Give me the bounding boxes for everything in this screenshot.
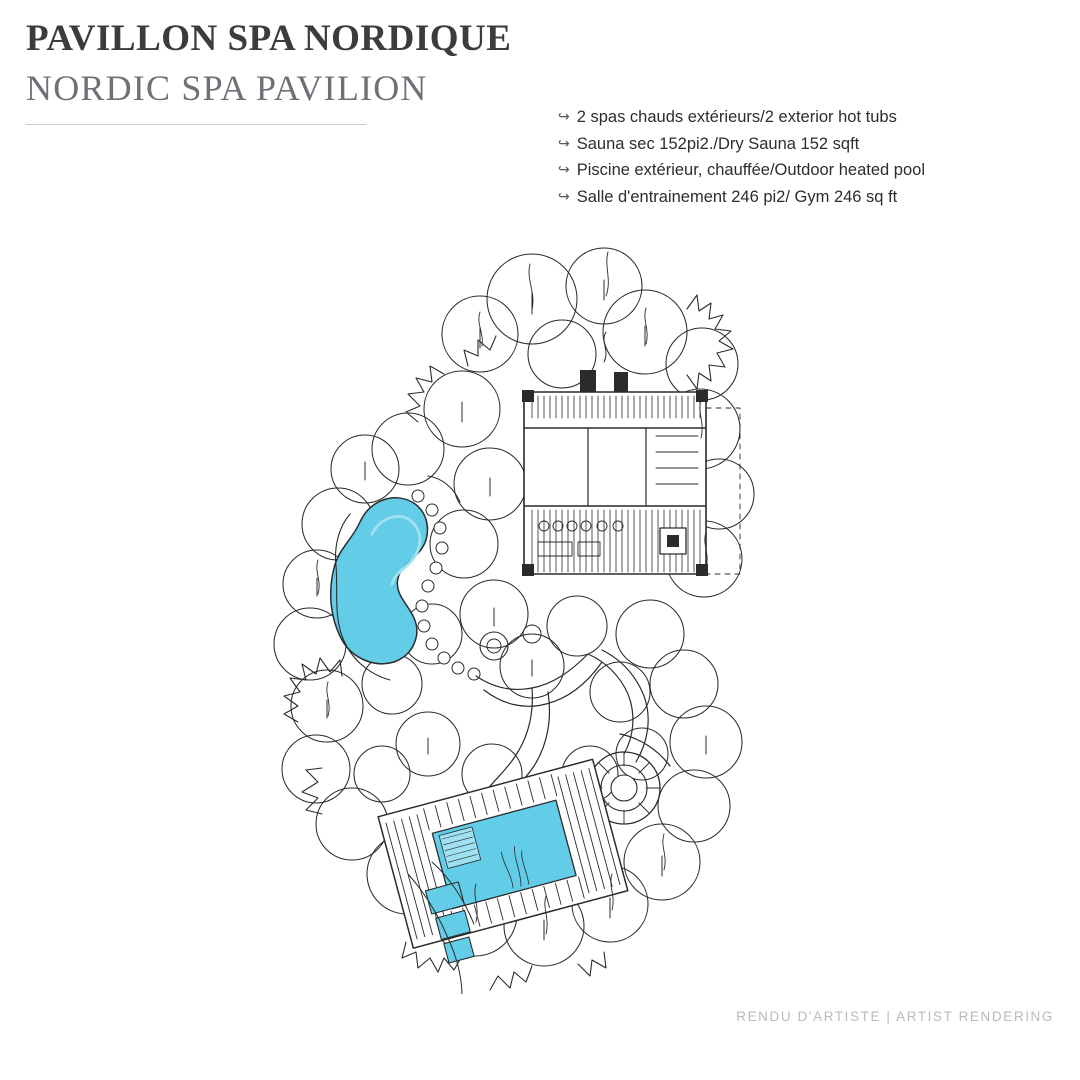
arrow-icon: ↪ xyxy=(558,161,570,178)
artist-rendering-credit: RENDU D'ARTISTE | ARTIST RENDERING xyxy=(736,1009,1054,1024)
list-item xyxy=(558,157,1058,184)
arrow-icon: ↪ xyxy=(558,188,570,205)
arrow-icon: ↪ xyxy=(558,134,570,151)
arrow-icon: ↪ xyxy=(558,108,570,124)
spa-pavilion-building xyxy=(522,332,740,576)
list-item-label: Salle d'entrainement 246 pi2/ Gym 246 sq ft xyxy=(576,188,898,207)
list-item-label: Sauna sec 152pi2./Dry Sauna 152 sqft xyxy=(576,134,860,153)
list-item xyxy=(558,184,1058,211)
page-title-en: NORDIC SPA PAVILION xyxy=(26,67,428,108)
page-title-fr: PAVILLON SPA NORDIQUE xyxy=(26,18,512,59)
rectangular-pool-pavilion xyxy=(378,759,628,994)
list-item xyxy=(558,131,1058,158)
list-item xyxy=(558,104,1058,131)
list-item-label: Piscine extérieur, chauffée/Outdoor heated pool xyxy=(576,161,925,180)
title-divider xyxy=(26,124,366,125)
feature-list xyxy=(558,104,1058,211)
site-plan-illustration xyxy=(232,214,832,994)
list-item-label: 2 spas chauds extérieurs/2 exterior hot tubs xyxy=(576,108,897,126)
title-block xyxy=(26,18,546,125)
